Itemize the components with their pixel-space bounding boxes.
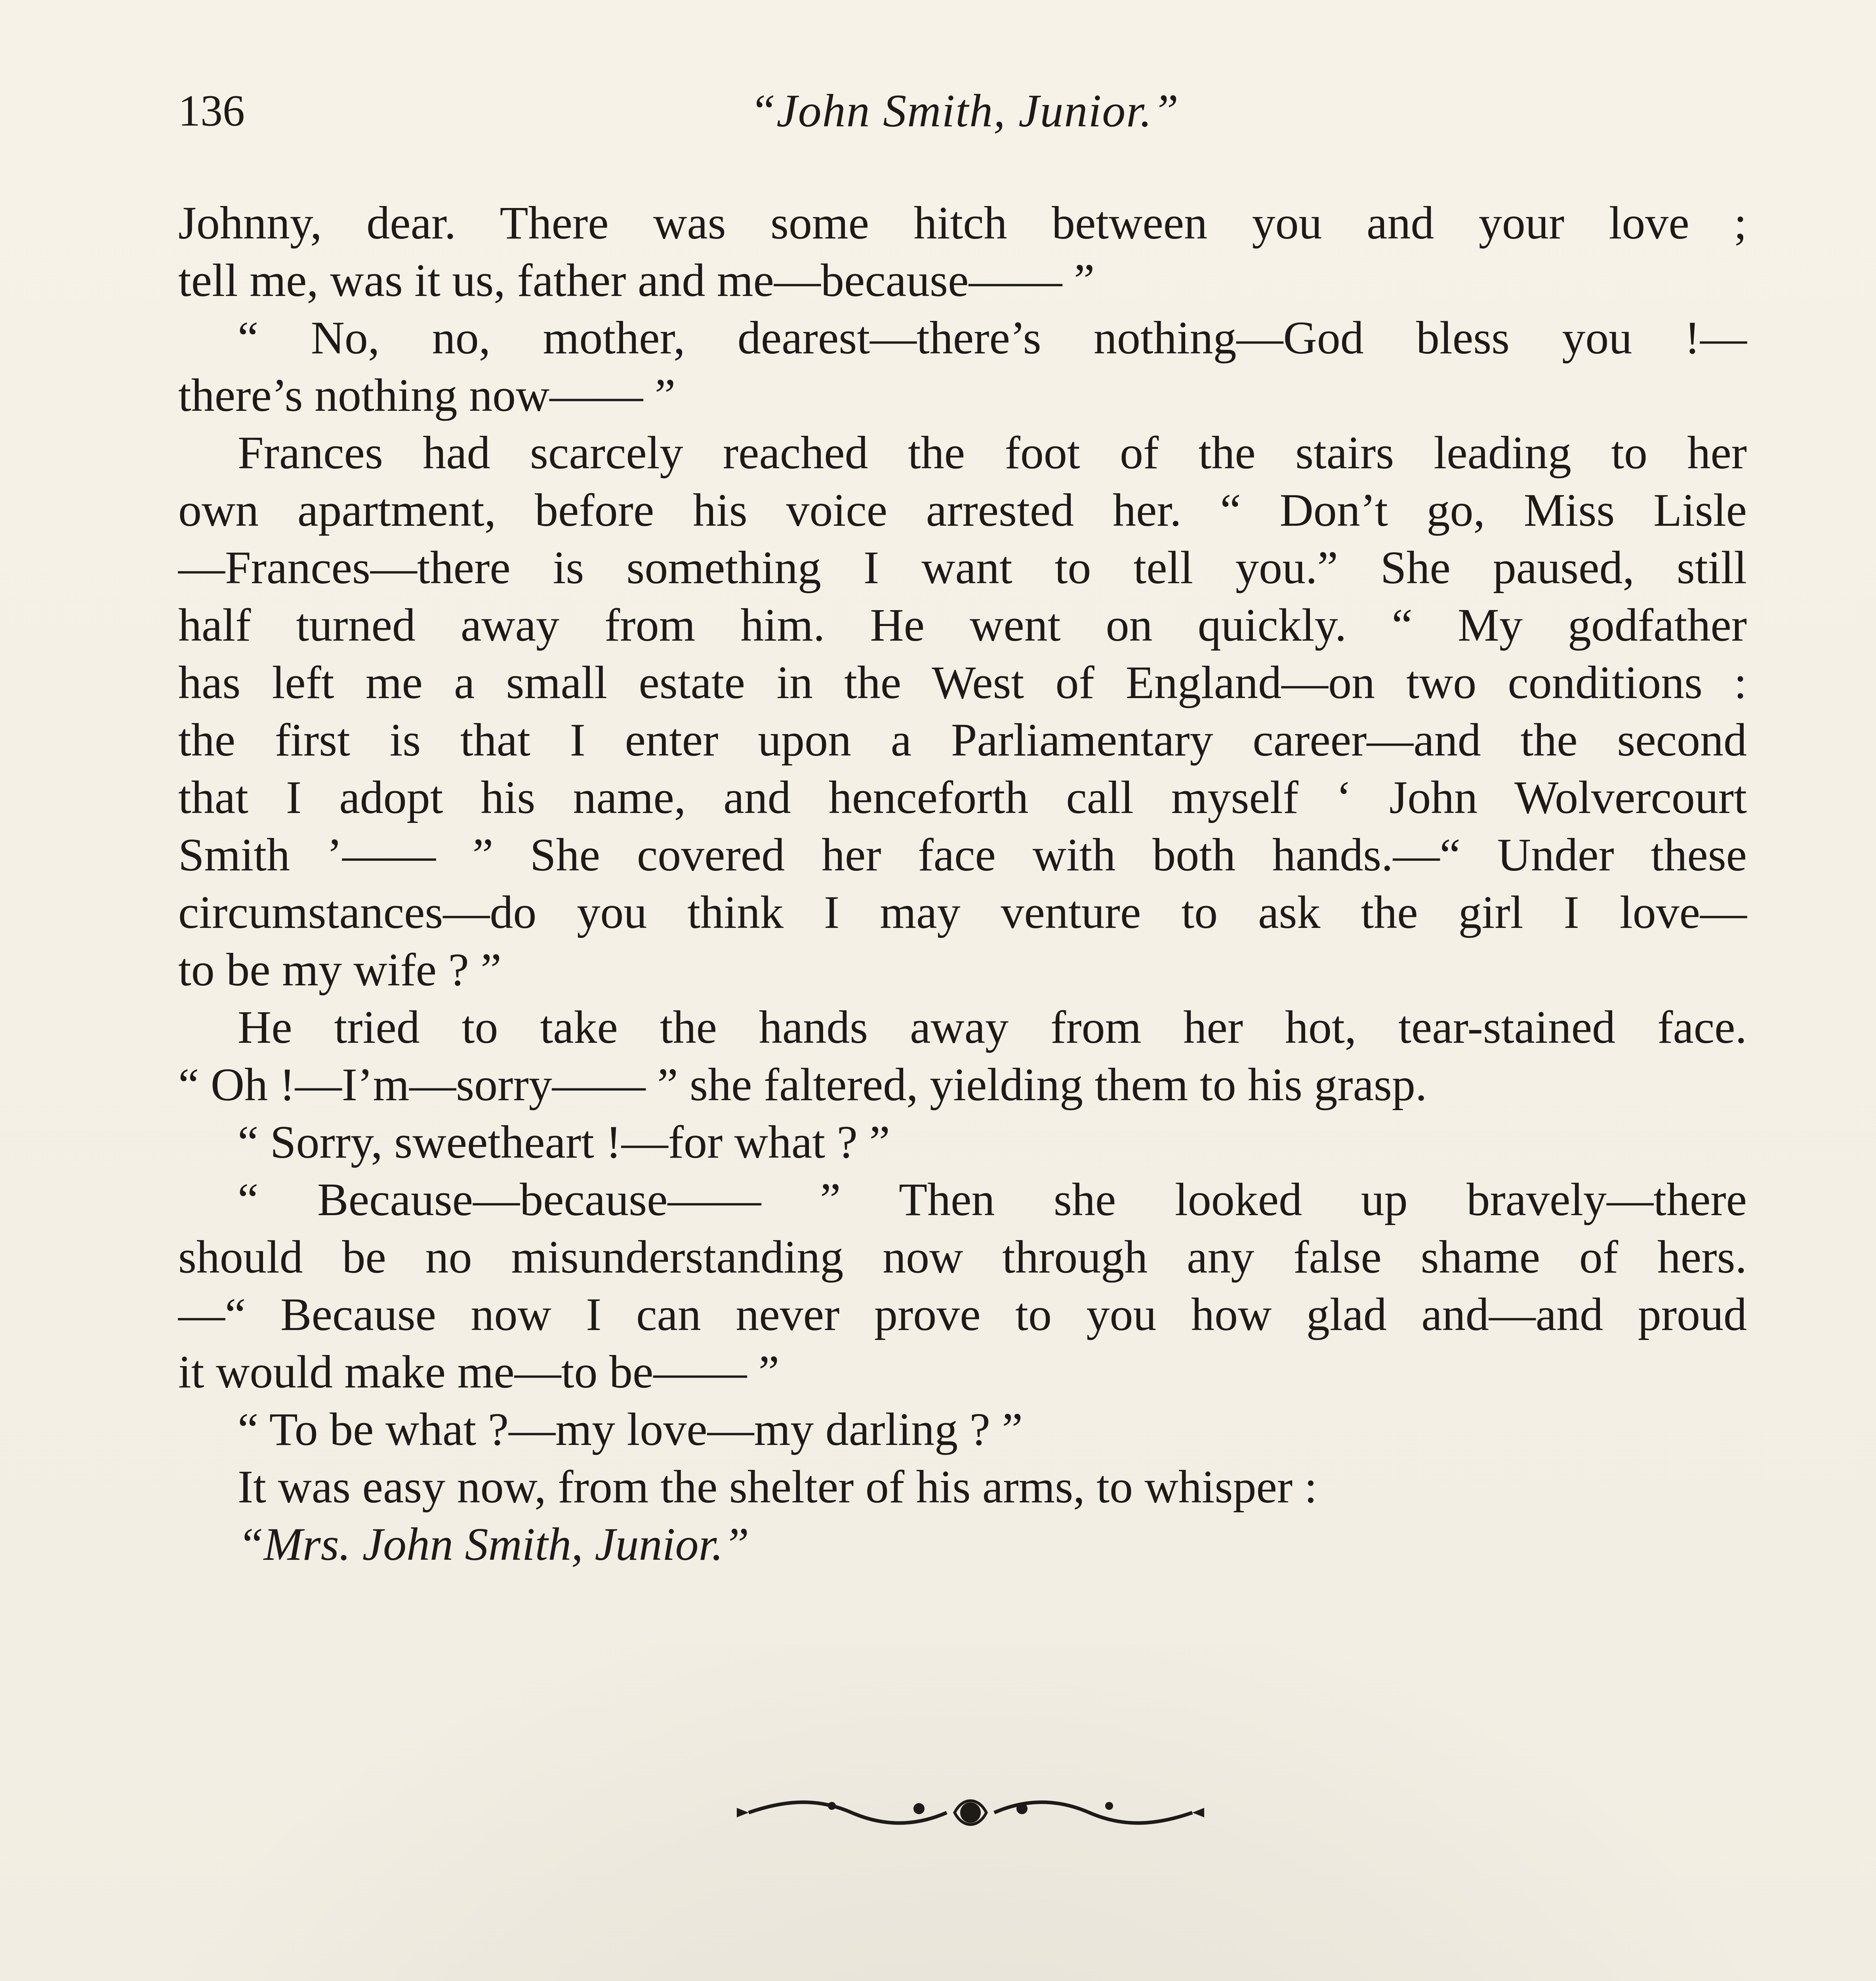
text-line: Johnny, dear. There was some hitch between you and your love ; bbox=[178, 197, 1747, 249]
text-line: —“ Because now I can never prove to you how glad and—and proud bbox=[178, 1288, 1747, 1340]
text-line: tell me, was it us, father and me—because—— ” bbox=[178, 254, 1095, 306]
text-line: Frances had scarcely reached the foot of the stairs leading to her bbox=[238, 427, 1747, 479]
text-line: It was easy now, from the shelter of his arms, to whisper : bbox=[238, 1461, 1317, 1513]
text-line: half turned away from him. He went on quickly. “ My godfather bbox=[178, 599, 1747, 651]
text-line: “ Sorry, sweetheart !—for what ? ” bbox=[238, 1116, 890, 1168]
page-number: 136 bbox=[178, 86, 245, 136]
text-line: that I adopt his name, and henceforth call myself ‘ John Wolvercourt bbox=[178, 771, 1747, 823]
body-text bbox=[178, 194, 1747, 1573]
text-line: He tried to take the hands away from her hot, tear-stained face. bbox=[238, 1001, 1747, 1053]
text-line: “Mrs. John Smith, Junior.” bbox=[238, 1518, 749, 1570]
text-line: own apartment, before his voice arrested her. “ Don’t go, Miss Lisle bbox=[178, 484, 1747, 536]
text-line: Smith ’—— ” She covered her face with both hands.—“ Under these bbox=[178, 829, 1747, 881]
text-line: the first is that I enter upon a Parliamentary career—and the second bbox=[178, 714, 1747, 766]
text-line: there’s nothing now—— ” bbox=[178, 369, 676, 421]
page-header bbox=[178, 79, 1751, 158]
text-line: “ Oh !—I’m—sorry—— ” she faltered, yielding them to his grasp. bbox=[178, 1059, 1427, 1111]
text-line: “ Because—because—— ” Then she looked up bravely—there bbox=[238, 1174, 1747, 1225]
text-line: “ To be what ?—my love—my darling ? ” bbox=[238, 1403, 1023, 1455]
text-line: has left me a small estate in the West of England—on two conditions : bbox=[178, 657, 1747, 708]
text-line: —Frances—there is something I want to tell you.” She paused, still bbox=[178, 542, 1747, 594]
running-title: “John Smith, Junior.” bbox=[749, 85, 1180, 137]
decorative-ornament-icon bbox=[733, 1791, 1208, 1834]
text-line: “ No, no, mother, dearest—there’s nothing—God bless you !— bbox=[238, 312, 1747, 364]
text-line: to be my wife ? ” bbox=[178, 944, 501, 996]
text-line: should be no misunderstanding now through any false shame of hers. bbox=[178, 1231, 1747, 1283]
text-line: it would make me—to be—— ” bbox=[178, 1346, 780, 1398]
text-line: circumstances—do you think I may venture to ask the girl I love— bbox=[178, 886, 1747, 938]
